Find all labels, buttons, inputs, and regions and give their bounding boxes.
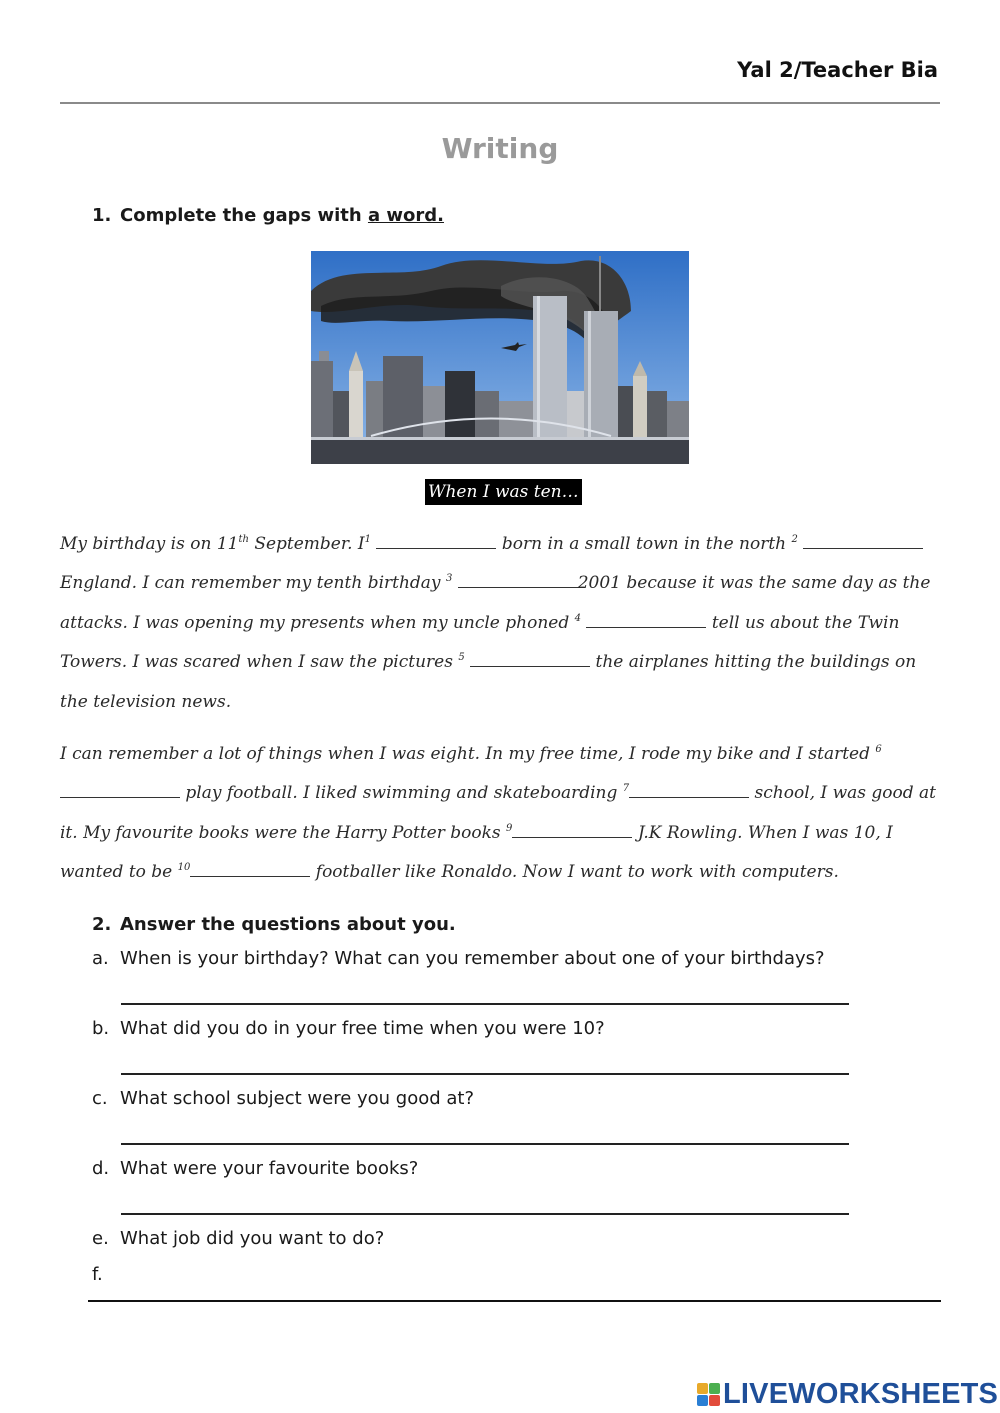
paragraph-text: tell us about the Twin Towers. I was scared when I saw the pictures [60,612,900,673]
exercise1-instruction [92,205,444,226]
question-letter: b. [92,1018,110,1039]
exercise2-number: 2. [92,914,112,935]
question-a [92,948,825,969]
gap-number: 5 [458,652,465,664]
gap-number: 9 [506,822,513,834]
answer-line-b[interactable] [121,1073,849,1075]
question-text: What did you do in your free time when you were 10? [120,1018,605,1039]
question-b [92,1018,605,1039]
gap-blank-7[interactable] [629,783,749,798]
question-text: What job did you want to do? [120,1228,385,1249]
question-letter: a. [92,948,109,969]
question-f [92,1264,120,1285]
question-d [92,1158,418,1179]
paragraph-text: 2001 because it was the same day as the attacks. I was opening my presents when my uncle phoned [60,573,931,633]
gap-blank-9[interactable] [512,823,632,838]
question-letter: c. [92,1088,108,1109]
exercise2-instruction [92,914,456,935]
liveworksheets-logo [697,1377,998,1411]
gap-number: 7 [622,783,630,795]
paragraph-text: J.K Rowling. When I was 10, I wanted to be [60,822,893,883]
question-text: What were your favourite books? [120,1158,419,1179]
paragraph-text: play football. I liked swimming and skateboarding [180,783,623,804]
logo-icon [697,1383,720,1406]
answer-line-a[interactable] [121,1003,849,1005]
paragraph-text: the airplanes hitting the buildings on the television news. [60,652,917,712]
gap-blank-6[interactable] [60,783,180,798]
exercise1-instruction-emphasis: a word. [367,205,444,226]
paragraph-text: England. I can remember my tenth birthday [60,573,446,594]
question-letter: d. [92,1158,110,1179]
logo-text: LIVEWORKSHEETS [723,1377,999,1410]
question-c [92,1088,474,1109]
gap-number: 6 [875,744,882,755]
gap-number: 1 [364,534,372,545]
gap-fill-paragraph-2 [60,735,940,893]
answer-line-e[interactable] [88,1300,941,1302]
gap-blank-4[interactable] [586,613,706,628]
question-text: What school subject were you good at? [120,1088,475,1109]
twin-towers-photo [311,251,689,464]
paragraph-text: footballer like Ronaldo. Now I want to work with computers. [310,862,839,883]
paragraph-text: I can remember a lot of things when I was eight. In my free time, I rode my bike and I started [60,744,876,764]
paragraph-text: born in a small town in the north [496,534,792,554]
gap-blank-3[interactable] [458,573,578,588]
answer-line-c[interactable] [121,1143,849,1145]
ordinal-superscript: th [238,534,249,545]
exercise2-instruction-text: Answer the questions about you. [120,914,456,935]
page-title: Writing [441,132,559,165]
gap-fill-paragraph-1 [60,525,940,722]
gap-number: 4 [574,612,582,624]
paragraph-text: September. I [248,534,365,554]
exercise1-number: 1. [92,205,112,226]
gap-number: 10 [177,862,191,874]
exercise1-instruction-text: Complete the gaps with [120,205,368,226]
question-text: When is your birthday? What can you remember about one of your birthdays? [120,948,825,969]
answer-line-d[interactable] [121,1213,849,1215]
header-teacher-label: Yal 2/Teacher Bia [737,58,938,82]
paragraph-text: My birthday is on 11 [60,534,239,554]
header-divider [60,102,940,104]
gap-blank-1[interactable] [376,534,496,549]
gap-blank-2[interactable] [803,534,923,549]
gap-number: 3 [445,573,453,585]
gap-blank-5[interactable] [470,652,590,667]
question-letter: e. [92,1228,109,1249]
paragraph-text: school, I was good at it. My favourite books were the Harry Potter books [60,783,937,843]
photo-caption: When I was ten… [425,479,582,505]
question-e [92,1228,384,1249]
question-letter: f. [92,1264,103,1285]
gap-blank-10[interactable] [190,862,310,877]
gap-number: 2 [791,534,798,545]
